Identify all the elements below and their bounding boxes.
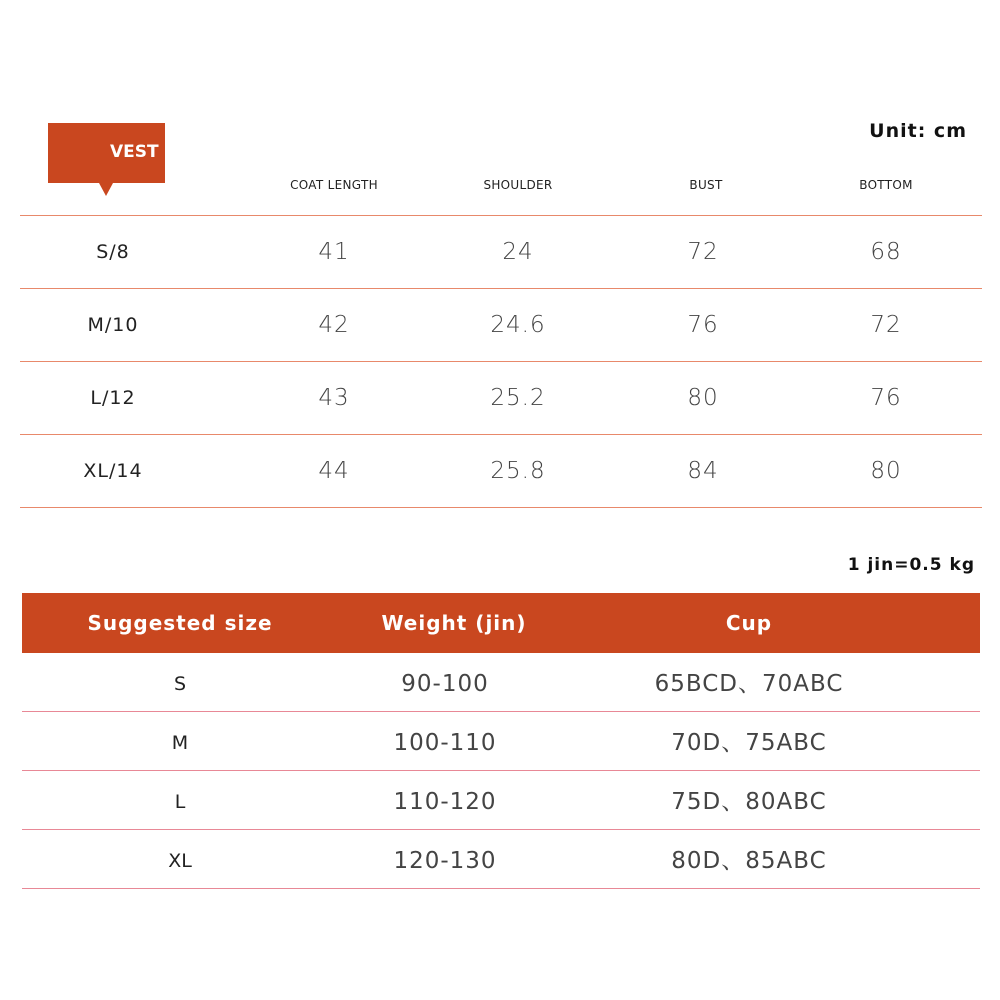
bust-value: 72 [687, 239, 719, 265]
size-chart-row [20, 361, 982, 434]
column-header-shoulder: SHOULDER [483, 178, 553, 192]
vest-tag-label: VEST [110, 141, 159, 162]
column-header-bust: BUST [689, 178, 723, 192]
bottom-value: 76 [870, 385, 902, 411]
suggested-size-row [22, 712, 980, 771]
header-suggested-size: Suggested size [87, 611, 273, 635]
size-label: S/8 [96, 241, 130, 263]
cup-value: 75D、80ABC [671, 789, 827, 815]
size-label: M/10 [87, 314, 139, 336]
suggested-size-row [22, 830, 980, 889]
size-chart-row [20, 288, 982, 361]
coat-length-value: 43 [318, 385, 350, 411]
weight-value: 100-110 [393, 730, 497, 756]
bottom-value: 68 [870, 239, 902, 265]
suggested-size-value: XL [168, 850, 192, 872]
cup-value: 65BCD、70ABC [654, 671, 844, 697]
coat-length-value: 44 [318, 458, 350, 484]
suggested-size-table [22, 593, 980, 889]
size-chart-row [20, 215, 982, 288]
bottom-value: 72 [870, 312, 902, 338]
suggested-size-row [22, 653, 980, 712]
shoulder-value: 25.2 [490, 385, 546, 411]
shoulder-value: 25.8 [490, 458, 546, 484]
weight-value: 120-130 [393, 848, 497, 874]
header-cup: Cup [725, 611, 773, 635]
size-chart-table [20, 215, 982, 508]
suggested-size-header [22, 593, 980, 653]
suggested-size-value: M [171, 732, 189, 754]
bust-value: 80 [687, 385, 719, 411]
suggested-size-value: L [174, 791, 186, 813]
header-weight: Weight (jin) [381, 611, 527, 635]
suggested-size-value: S [173, 673, 187, 695]
weight-value: 90-100 [401, 671, 489, 697]
column-header-bottom: BOTTOM [859, 178, 913, 192]
weight-value: 110-120 [393, 789, 497, 815]
coat-length-value: 42 [318, 312, 350, 338]
suggested-size-row [22, 771, 980, 830]
bottom-value: 80 [870, 458, 902, 484]
coat-length-value: 41 [318, 239, 350, 265]
size-label: XL/14 [83, 460, 143, 482]
cup-value: 70D、75ABC [671, 730, 827, 756]
size-label: L/12 [90, 387, 136, 409]
unit-label: Unit: cm [869, 120, 967, 142]
cup-value: 80D、85ABC [671, 848, 827, 874]
bust-value: 76 [687, 312, 719, 338]
size-chart-row [20, 434, 982, 508]
shoulder-value: 24.6 [490, 312, 546, 338]
weight-conversion-label: 1 jin=0.5 kg [847, 555, 975, 575]
vest-tag [48, 123, 165, 183]
bust-value: 84 [687, 458, 719, 484]
column-header-coat-length: COAT LENGTH [290, 178, 378, 192]
shoulder-value: 24 [502, 239, 534, 265]
